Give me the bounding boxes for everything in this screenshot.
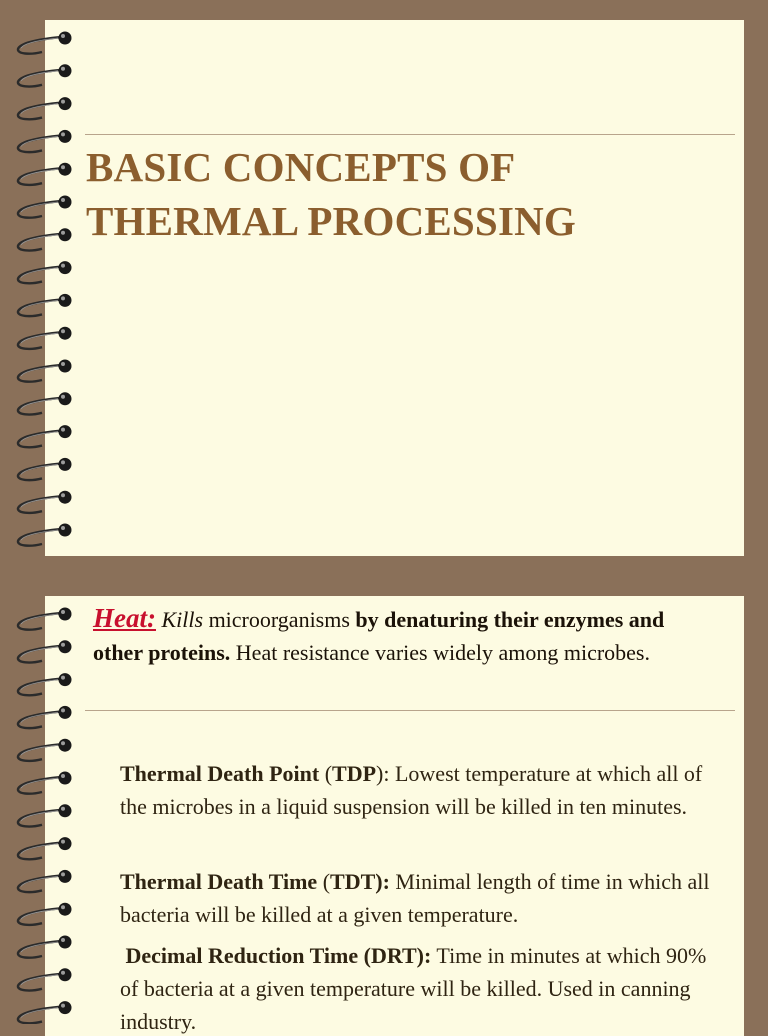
spiral-binding-ring-icon bbox=[18, 130, 72, 152]
spiral-binding-ring-icon bbox=[18, 327, 72, 349]
spiral-binding-ring-icon bbox=[18, 640, 72, 662]
spiral-binding-ring-icon bbox=[18, 870, 72, 892]
spiral-binding-ring-icon bbox=[18, 804, 72, 826]
spiral-binding-ring-icon bbox=[18, 903, 72, 925]
spiral-binding-ring-icon bbox=[18, 608, 72, 630]
definition-tdp bbox=[120, 757, 720, 823]
definition-term: Decimal Reduction Time bbox=[125, 943, 359, 968]
spiral-binding-ring-icon bbox=[18, 772, 72, 794]
spiral-binding-ring-icon bbox=[18, 458, 72, 480]
definition-drt bbox=[120, 939, 720, 1036]
kills-word: Kills bbox=[161, 607, 204, 632]
slide-title-line-1: BASIC CONCEPTS OF bbox=[86, 144, 516, 190]
definition-paren-close: ): bbox=[376, 761, 390, 786]
spiral-binding-ring-icon bbox=[18, 968, 72, 990]
heat-intro-paragraph bbox=[93, 602, 693, 669]
spiral-binding-ring-icon bbox=[18, 673, 72, 695]
definition-abbr: TDT bbox=[330, 869, 376, 894]
definition-paren-open: ( bbox=[358, 943, 371, 968]
intro-text-2: Heat resistance varies widely among microbes. bbox=[230, 640, 650, 665]
definition-text: Lowest temperature at which all of the microbes in a liquid suspension will be killed in ten minutes. bbox=[120, 761, 703, 819]
spiral-binding-ring-icon bbox=[18, 228, 72, 250]
spiral-binding-ring-icon bbox=[18, 32, 72, 54]
spiral-binding-ring-icon bbox=[18, 163, 72, 185]
spiral-binding-ring-icon bbox=[18, 97, 72, 119]
spiral-binding-ring-icon bbox=[18, 64, 72, 86]
spiral-binding-ring-icon bbox=[18, 936, 72, 958]
spiral-binding-ring-icon bbox=[18, 491, 72, 513]
definition-text: Minimal length of time in which all bacteria will be killed at a given temperature. bbox=[120, 869, 710, 927]
heat-label: Heat: bbox=[93, 603, 156, 633]
spiral-binding-ring-icon bbox=[18, 294, 72, 316]
intro-bold-text: by denaturing their enzymes and other proteins. bbox=[93, 607, 665, 665]
definition-abbr: TDP bbox=[332, 761, 377, 786]
spiral-binding-ring-icon bbox=[18, 706, 72, 728]
definition-paren-open: ( bbox=[317, 869, 331, 894]
definition-term: Thermal Death Time bbox=[120, 869, 318, 894]
title-divider bbox=[85, 134, 735, 135]
definition-text: Time in minutes at which 90% of bacteria at a given temperature will be killed. Used in canning industry. bbox=[120, 943, 707, 1034]
spiral-binding-ring-icon bbox=[18, 261, 72, 283]
definition-term: Thermal Death Point bbox=[120, 761, 320, 786]
spiral-binding-ring-icon bbox=[18, 392, 72, 414]
spiral-binding-ring-icon bbox=[18, 837, 72, 859]
definition-tdt bbox=[120, 865, 720, 931]
spiral-binding-ring-icon bbox=[18, 524, 72, 546]
definition-paren-open: ( bbox=[319, 761, 333, 786]
slide-title-line-2: THERMAL PROCESSING bbox=[86, 198, 576, 244]
slide-title bbox=[86, 140, 576, 248]
definition-abbr: DRT bbox=[370, 943, 417, 968]
intro-text-1: microorganisms bbox=[203, 607, 356, 632]
spiral-binding-ring-icon bbox=[18, 196, 72, 218]
slide-2 bbox=[45, 596, 744, 1036]
spiral-binding bbox=[0, 0, 90, 1024]
slide-1 bbox=[45, 20, 744, 556]
spiral-binding-ring-icon bbox=[18, 360, 72, 382]
definition-paren-close: ): bbox=[416, 943, 432, 968]
spiral-binding-ring-icon bbox=[18, 1001, 72, 1023]
definition-paren-close: ): bbox=[375, 869, 390, 894]
intro-divider bbox=[85, 710, 735, 711]
spiral-binding-ring-icon bbox=[18, 425, 72, 447]
spiral-binding-ring-icon bbox=[18, 739, 72, 761]
